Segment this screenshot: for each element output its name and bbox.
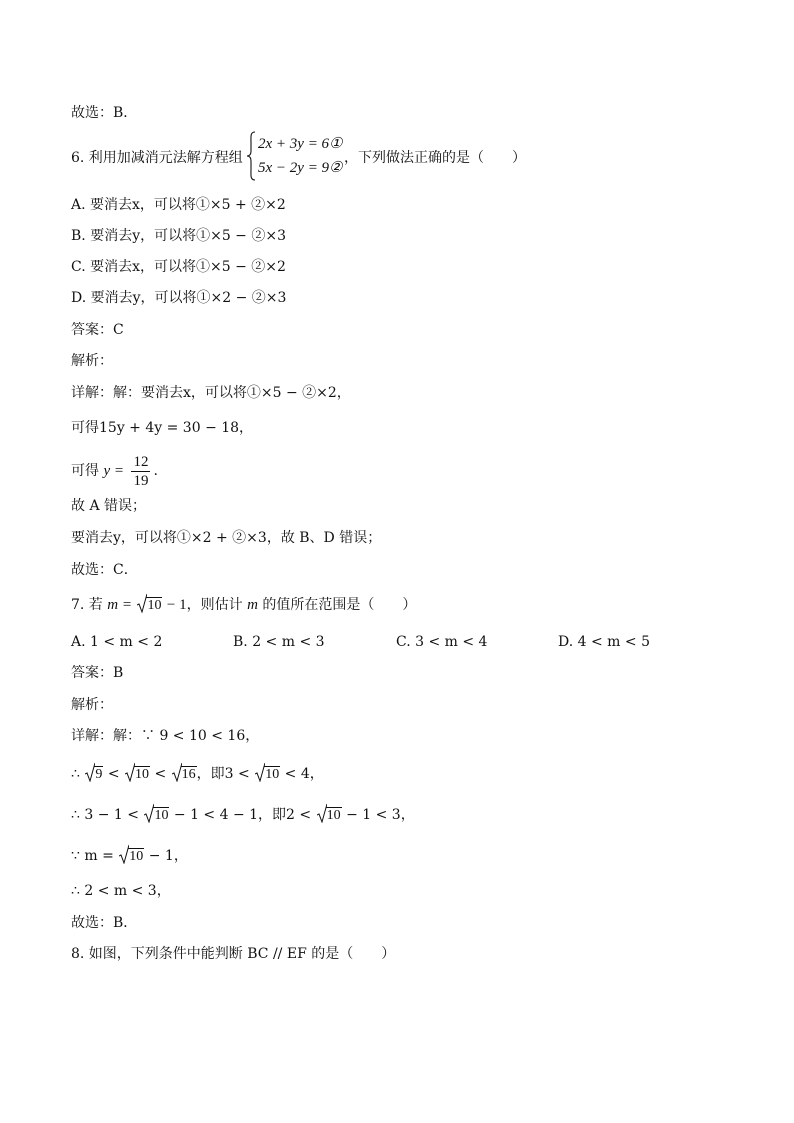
radicand: 9 [95,767,103,782]
q6-detail-5: 要消去y，可以将①×2 + ②×3，故 B、D 错误； [71,530,382,546]
q7-stem [71,595,416,616]
square-root [137,595,162,616]
q7-analysis-label: 解析： [71,697,113,713]
radical-sign-icon [85,762,95,782]
q6-detail-6: 故选：C． [71,562,138,578]
q6-detail-3-prefix: 可得 [71,463,99,479]
q7-stem-minus: − 1 [166,597,187,613]
q6-stem-prefix: 6. 利用加减消元法解方程组 [71,150,243,166]
q6-analysis-label: 解析： [71,353,113,369]
q7-stem-mid: ，则估计 [186,597,243,613]
q7-option-b: B. 2 < m < 3 [233,634,325,650]
q7-option-d: D. 4 < m < 5 [558,634,650,650]
equation-system [246,131,346,181]
radical-sign-icon [137,593,147,613]
brace-icon [246,131,256,181]
radical-sign-icon [144,803,154,823]
equation-2: 5x − 2y = 9② [258,160,343,176]
q7-detail-4-end: − 1， [148,848,188,864]
q7-detail-2-end: < 4， [284,766,324,782]
square-root [119,846,144,867]
less-than: < [154,766,167,782]
radicand: 10 [154,808,169,823]
q7-option-a: A. 1 < m < 2 [71,634,163,650]
q7-stem-prefix: 7. 若 [71,597,103,613]
q7-detail-2 [71,764,324,785]
q7-stem-m: m [247,597,258,613]
q7-stem-m-eq: m = [107,597,132,613]
q6-option-c: C. 要消去x，可以将①×5 − ②×2 [71,259,286,275]
radicand: 16 [181,767,196,782]
q7-detail-1: 详解：解：∵ 9 < 10 < 16， [71,728,260,744]
q7-detail-2-therefore: ∴ [71,766,80,782]
radicand: 10 [147,598,162,613]
q6-detail-1: 详解：解：要消去x，可以将①×5 − ②×2， [71,385,351,401]
radical-sign-icon [317,803,327,823]
q8-stem: 8. 如图，下列条件中能判断 BC // EF 的是（ ） [71,946,396,962]
q7-detail-4 [71,846,188,867]
q6-stem [71,148,243,168]
q6-option-a: A. 要消去x，可以将①×5 + ②×2 [71,197,286,213]
q7-detail-4-because: ∵ m = [71,848,114,864]
q6-detail-3-variable: y = [103,463,124,479]
radicand: 10 [326,808,341,823]
radical-sign-icon [125,762,135,782]
radical-sign-icon [119,844,129,864]
q6-detail-3-period: . [153,463,158,479]
q7-detail-6: 故选：B． [71,915,138,931]
q7-stem-tail: 的值所在范围是（ ） [262,597,417,613]
fraction-numerator: 12 [133,453,149,470]
q7-detail-3-end: − 1 < 3， [346,807,415,823]
square-root [85,764,103,785]
prev-conclusion: 故选：B． [71,105,138,121]
fraction-denominator: 19 [133,472,149,489]
q7-detail-5: ∴ 2 < m < 3， [71,883,171,899]
radical-sign-icon [172,762,182,782]
q7-answer: 答案：B [71,665,124,681]
q6-detail-3 [71,451,158,491]
q6-detail-2: 可得15y + 4y = 30 − 18， [71,420,254,436]
q6-detail-4: 故 A 错误； [71,498,147,514]
q7-detail-3-mid: − 1 < 4 − 1，即2 < [173,807,312,823]
q7-detail-3 [71,805,415,826]
fraction [131,453,150,490]
radicand: 10 [265,767,280,782]
square-root [317,805,342,826]
radicand: 10 [129,849,144,864]
equation-1: 2x + 3y = 6① [258,136,343,152]
less-than: < [107,766,120,782]
square-root [144,805,169,826]
radicand: 10 [135,767,150,782]
square-root [125,764,150,785]
q6-stem-suffix: ，下列做法正确的是（ ） [344,150,526,166]
q7-detail-3-start: ∴ 3 − 1 < [71,807,139,823]
q7-option-c: C. 3 < m < 4 [396,634,488,650]
radical-sign-icon [255,762,265,782]
q6-option-d: D. 要消去y，可以将①×2 − ②×3 [71,290,287,306]
q6-answer: 答案：C [71,322,124,338]
square-root [255,764,280,785]
q6-option-b: B. 要消去y，可以将①×5 − ②×3 [71,228,287,244]
q7-detail-2-mid: ，即3 < [196,766,250,782]
square-root [172,764,197,785]
